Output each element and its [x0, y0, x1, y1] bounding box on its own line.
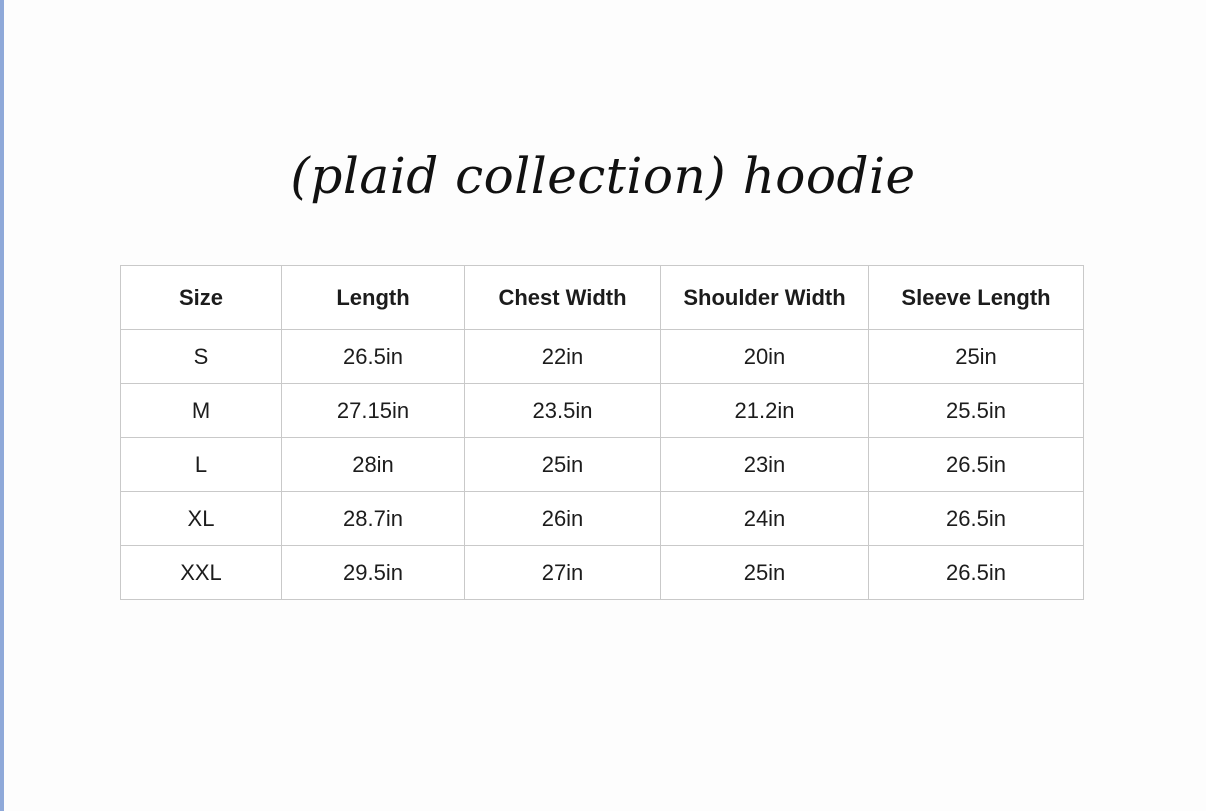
table-row	[121, 384, 1084, 438]
cell-length: 29.5in	[282, 546, 465, 600]
cell-size: L	[121, 438, 282, 492]
cell-chest-width: 23.5in	[465, 384, 661, 438]
table-row	[121, 330, 1084, 384]
cell-sleeve-length: 25in	[869, 330, 1084, 384]
header-chest-width: Chest Width	[465, 266, 661, 330]
cell-shoulder-width: 20in	[661, 330, 869, 384]
header-shoulder-width: Shoulder Width	[661, 266, 869, 330]
left-edge-bar	[0, 0, 4, 811]
table-header-row	[121, 266, 1084, 330]
cell-size: M	[121, 384, 282, 438]
table-row	[121, 546, 1084, 600]
cell-sleeve-length: 25.5in	[869, 384, 1084, 438]
cell-length: 28.7in	[282, 492, 465, 546]
header-length: Length	[282, 266, 465, 330]
cell-size: XL	[121, 492, 282, 546]
cell-chest-width: 26in	[465, 492, 661, 546]
cell-shoulder-width: 24in	[661, 492, 869, 546]
table-row	[121, 438, 1084, 492]
cell-chest-width: 25in	[465, 438, 661, 492]
size-chart-table	[120, 265, 1084, 600]
cell-shoulder-width: 23in	[661, 438, 869, 492]
header-sleeve-length: Sleeve Length	[869, 266, 1084, 330]
page-title: (plaid collection) hoodie	[290, 147, 916, 205]
cell-length: 27.15in	[282, 384, 465, 438]
cell-chest-width: 22in	[465, 330, 661, 384]
cell-length: 28in	[282, 438, 465, 492]
cell-sleeve-length: 26.5in	[869, 546, 1084, 600]
cell-shoulder-width: 21.2in	[661, 384, 869, 438]
cell-size: S	[121, 330, 282, 384]
cell-size: XXL	[121, 546, 282, 600]
cell-shoulder-width: 25in	[661, 546, 869, 600]
cell-sleeve-length: 26.5in	[869, 438, 1084, 492]
header-size: Size	[121, 266, 282, 330]
cell-chest-width: 27in	[465, 546, 661, 600]
cell-sleeve-length: 26.5in	[869, 492, 1084, 546]
table-row	[121, 492, 1084, 546]
cell-length: 26.5in	[282, 330, 465, 384]
